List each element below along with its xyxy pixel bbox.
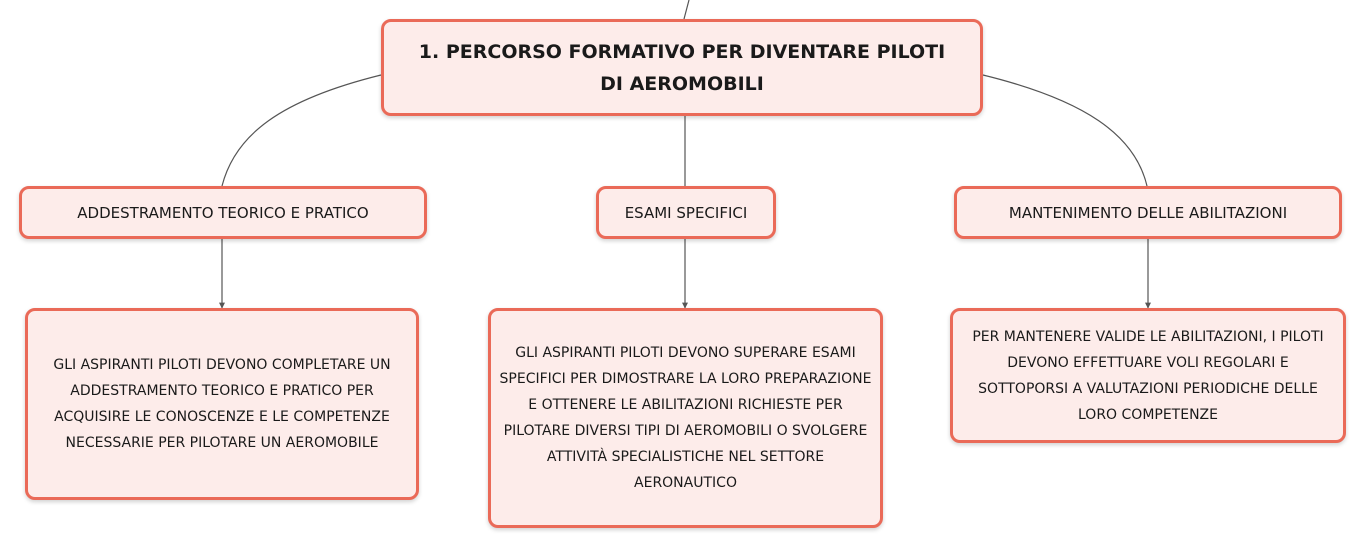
detail-node-esami[interactable] xyxy=(488,308,883,528)
connector-root-to-branch-1 xyxy=(222,75,381,186)
branch-label-mantenimento: MANTENIMENTO DELLE ABILITAZIONI xyxy=(1008,203,1288,222)
detail-node-mantenimento[interactable] xyxy=(950,308,1346,443)
connector-root-to-branch-3 xyxy=(983,75,1147,186)
detail-text-addestramento: GLI ASPIRANTI PILOTI DEVONO COMPLETARE UN ADDESTRAMENTO TEORICO E PRATICO PER ACQUISIRE LE CONOSCENZE E LE COMPETENZE NECESSARIE PER PILOTARE UN AEROMOBILE xyxy=(53,357,391,451)
branch-label-addestramento: ADDESTRAMENTO TEORICO E PRATICO xyxy=(77,203,369,222)
root-topic-title: 1. PERCORSO FORMATIVO PER DIVENTARE PILOTI DI AEROMOBILI xyxy=(418,40,946,95)
branch-node-mantenimento[interactable] xyxy=(954,186,1342,239)
detail-text-esami: GLI ASPIRANTI PILOTI DEVONO SUPERARE ESAMI SPECIFICI PER DIMOSTRARE LA LORO PREPARAZIONE E OTTENERE LE ABILITAZIONI RICHIESTE PER PILOTARE DIVERSI TIPI DI AEROMOBILI O SVOLGERE ATTIVITÀ SPECIALISTICHE NEL SETTORE AERONAUTICO xyxy=(499,345,872,491)
root-topic-node[interactable] xyxy=(381,19,983,116)
branch-node-esami[interactable] xyxy=(596,186,776,239)
branch-node-addestramento[interactable] xyxy=(19,186,427,239)
branch-label-esami: ESAMI SPECIFICI xyxy=(624,203,748,222)
detail-node-addestramento[interactable] xyxy=(25,308,419,500)
detail-text-mantenimento: PER MANTENERE VALIDE LE ABILITAZIONI, I PILOTI DEVONO EFFETTUARE VOLI REGOLARI E SOTTOPORSI A VALUTAZIONI PERIODICHE DELLE LORO COMPETENZE xyxy=(972,328,1324,423)
incoming-connector xyxy=(684,0,689,19)
